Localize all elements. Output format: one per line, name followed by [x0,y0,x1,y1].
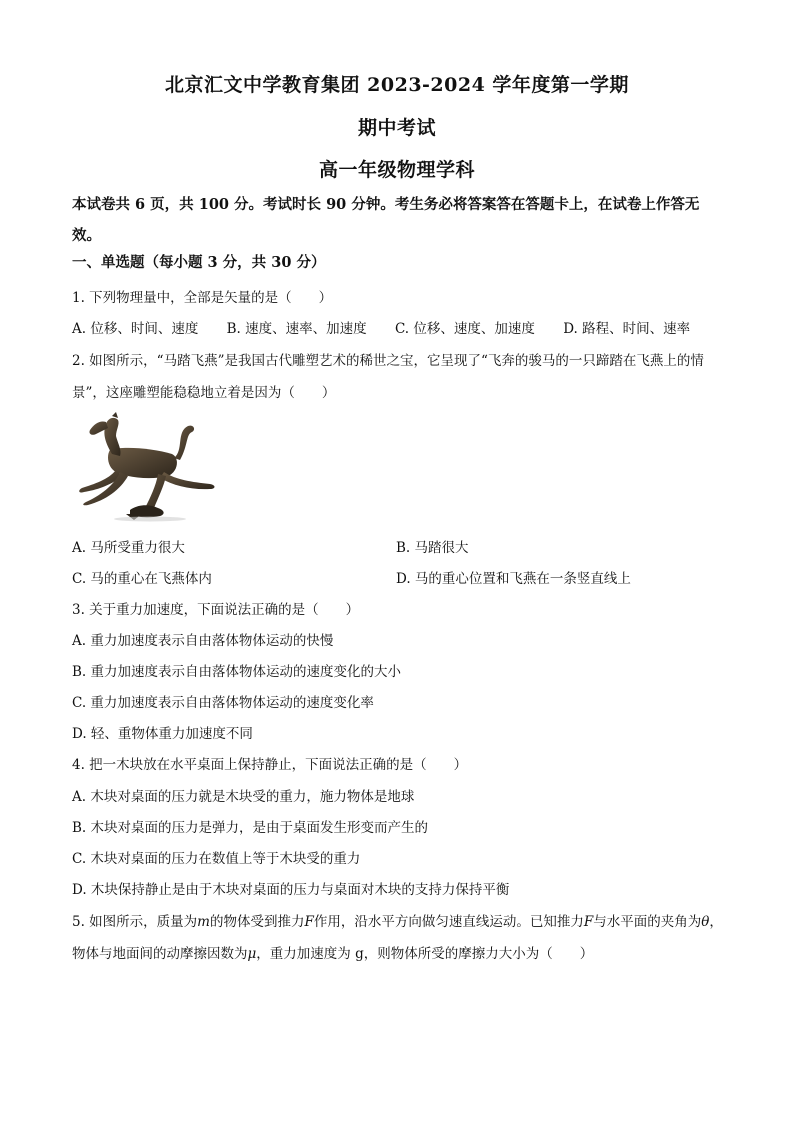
q2-option-d: D. 马的重心位置和飞燕在一条竖直线上 [396,571,631,587]
galloping-horse-image [72,410,227,522]
q5-text-4: 与水平面的夹角为 [593,914,702,930]
q5-var-theta: θ [701,914,710,930]
question-2-stem: 2. 如图所示，“马踏飞燕”是我国古代雕塑艺术的稀世之宝，它呈现了“飞奔的骏马的一只蹄踏在飞燕上的情景”，这座雕塑能稳稳地立着是因为（ ） [72,353,704,401]
q1-option-a: A. 位移、时间、速度 [72,321,199,337]
q5-text-5: ，物体与地面间的动摩擦因数为 [72,914,723,962]
q5-text-2: 的物体受到推力 [209,914,305,930]
q5-var-f2: F [583,914,594,930]
q5-var-m: m [197,914,210,930]
q5-text-6: ，重力加速度为 g，则物体所受的摩擦力大小为（ ） [256,946,594,962]
q5-text-3: 作用，沿水平方向做匀速直线运动。已知推力 [313,914,584,930]
q2-option-a: A. 马所受重力很大 [72,540,185,556]
q4-option-d: D. 木块保持静止是由于木块对桌面的压力与桌面对木块的支持力保持平衡 [72,882,510,898]
exam-instructions: 本试卷共 6 页，共 100 分。考试时长 90 分钟。考生务必将答案答在答题卡上，在试卷上作答无效。 [72,196,700,244]
question-3-stem: 3. 关于重力加速度，下面说法正确的是（ ） [72,602,360,618]
q1-option-d: D. 路程、时间、速率 [563,321,691,337]
school-title: 北京汇文中学教育集团 2023-2024 学年度第一学期 [165,74,629,96]
q2-option-c: C. 马的重心在飞燕体内 [72,571,212,587]
subject-title: 高一年级物理学科 [318,159,475,181]
q3-option-a: A. 重力加速度表示自由落体物体运动的快慢 [72,633,334,649]
q4-option-c: C. 木块对桌面的压力在数值上等于木块受的重力 [72,851,361,867]
q3-option-b: B. 重力加速度表示自由落体物体运动的速度变化的大小 [72,664,402,680]
exam-title: 期中考试 [357,117,436,139]
q4-option-b: B. 木块对桌面的压力是弹力，是由于桌面发生形变而产生的 [72,820,429,836]
q2-option-b: B. 马踏很大 [396,540,469,556]
q1-option-c: C. 位移、速度、加速度 [394,321,535,337]
q1-option-b: B. 速度、速率、加速度 [226,321,367,337]
question-1-stem: 1. 下列物理量中，全部是矢量的是（ ） [72,290,333,306]
question-1-options [72,317,690,337]
question-5-stem [72,906,724,970]
question-4-stem: 4. 把一木块放在水平桌面上保持静止，下面说法正确的是（ ） [72,757,468,773]
q3-option-c: C. 重力加速度表示自由落体物体运动的速度变化率 [72,695,374,711]
section-heading: 一、单选题（每小题 3 分，共 30 分） [72,254,326,271]
q5-text-1: 5. 如图所示，质量为 [72,914,198,930]
q5-var-mu: μ [247,946,257,962]
q3-option-d: D. 轻、重物体重力加速度不同 [72,726,253,742]
q4-option-a: A. 木块对桌面的压力就是木块受的重力，施力物体是地球 [72,789,415,805]
q5-var-f: F [304,914,314,930]
